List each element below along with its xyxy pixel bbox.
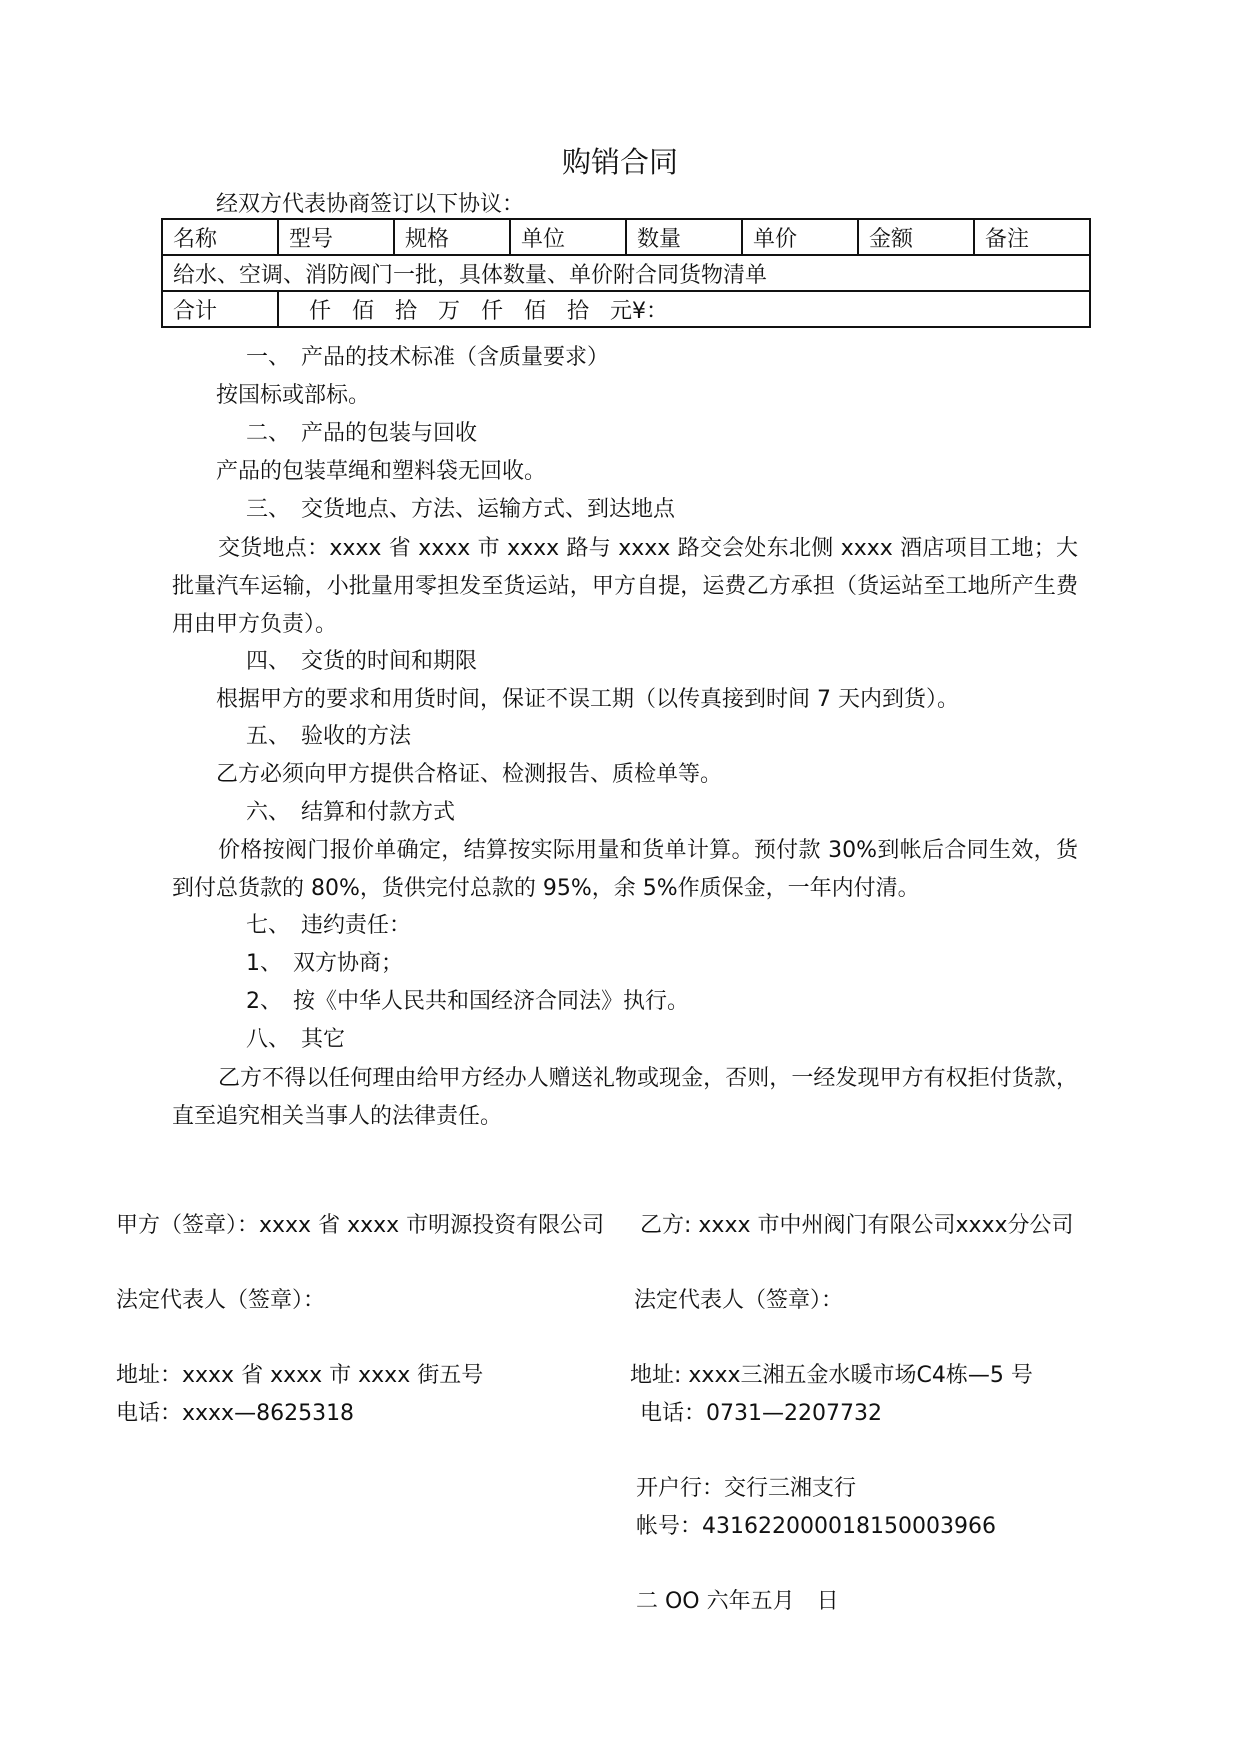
- party-b-bank: 开户行：交行三湘支行: [636, 1476, 857, 1501]
- party-b-address: 地址: xxxx三湘五金水暖市场C4栋—5 号: [630, 1363, 1033, 1388]
- section-6-heading: 六、 结算和付款方式: [246, 800, 456, 825]
- table-row: [162, 255, 1090, 291]
- goods-description: 给水、空调、消防阀门一批，具体数量、单价附合同货物清单: [162, 255, 1090, 291]
- party-b-account: 帐号：431622000018150003966: [636, 1514, 996, 1539]
- section-8-heading: 八、 其它: [246, 1027, 346, 1052]
- section-2-heading: 二、 产品的包装与回收: [246, 421, 478, 446]
- party-a-sign: 甲方（签章）：xxxx 省 xxxx 市明源投资有限公司: [116, 1213, 605, 1238]
- section-7-item-1: 1、 双方协商；: [246, 951, 403, 976]
- header-remark: 备注: [974, 219, 1090, 255]
- header-unit: 单位: [510, 219, 626, 255]
- party-a-phone: 电话：xxxx—8625318: [116, 1401, 355, 1426]
- section-5-text: 乙方必须向甲方提供合格证、检测报告、质检单等。: [216, 762, 723, 787]
- section-3-heading: 三、 交货地点、方法、运输方式、到达地点: [246, 497, 676, 522]
- header-amount: 金额: [858, 219, 974, 255]
- party-a-address: 地址：xxxx 省 xxxx 市 xxxx 街五号: [116, 1363, 484, 1388]
- header-unit-price: 单价: [742, 219, 858, 255]
- section-7-heading: 七、 违约责任：: [246, 913, 412, 938]
- party-b-representative: 法定代表人（签章）：: [634, 1288, 844, 1313]
- section-7-item-2: 2、 按《中华人民共和国经济合同法》执行。: [246, 989, 689, 1014]
- section-8-text: 乙方不得以任何理由给甲方经办人赠送礼物或现金，否则，一经发现甲方有权拒付货款，直至追究相关当事人的法律责任。: [172, 1066, 1078, 1129]
- section-6-text: 价格按阀门报价单确定，结算按实际用量和货单计算。预付款 30%到帐后合同生效，货到付总货款的 80%，货供完付总款的 95%，余 5%作质保金，一年内付清。: [172, 838, 1078, 901]
- section-4-text: 根据甲方的要求和用货时间，保证不误工期（以传真接到时间 7 天内到货）。: [216, 687, 959, 712]
- party-b-phone: 电话：0731—2207732: [640, 1401, 882, 1426]
- goods-table: [161, 218, 1091, 328]
- party-b-sign: 乙方: xxxx 市中州阀门有限公司xxxx分公司: [640, 1213, 1074, 1238]
- table-total-row: [162, 291, 1090, 327]
- header-model: 型号: [278, 219, 394, 255]
- section-4-heading: 四、 交货的时间和期限: [246, 649, 478, 674]
- total-label: 合计: [162, 291, 278, 327]
- header-name: 名称: [162, 219, 278, 255]
- header-spec: 规格: [394, 219, 510, 255]
- party-a-representative: 法定代表人（签章）：: [116, 1288, 326, 1313]
- section-2-text: 产品的包装草绳和塑料袋无回收。: [216, 459, 547, 484]
- section-5-heading: 五、 验收的方法: [246, 724, 412, 749]
- signing-date: 二 OO 六年五月 日: [636, 1589, 839, 1614]
- section-1-text: 按国标或部标。: [216, 383, 371, 408]
- section-3-text: 交货地点：xxxx 省 xxxx 市 xxxx 路与 xxxx 路交会处东北侧 xxxx 酒店项目工地；大批量汽车运输，小批量用零担发至货运站，甲方自提，运费乙方承担（货运站至工地所产生费用由甲方负责）。: [172, 536, 1078, 637]
- section-1-heading: 一、 产品的技术标准（含质量要求）: [246, 345, 610, 370]
- header-quantity: 数量: [626, 219, 742, 255]
- table-header-row: [162, 219, 1090, 255]
- document-title: 购销合同: [561, 145, 678, 179]
- total-value: 仟 佰 拾 万 仟 佰 拾 元¥：: [278, 291, 1090, 327]
- intro-text: 经双方代表协商签订以下协议：: [216, 192, 525, 217]
